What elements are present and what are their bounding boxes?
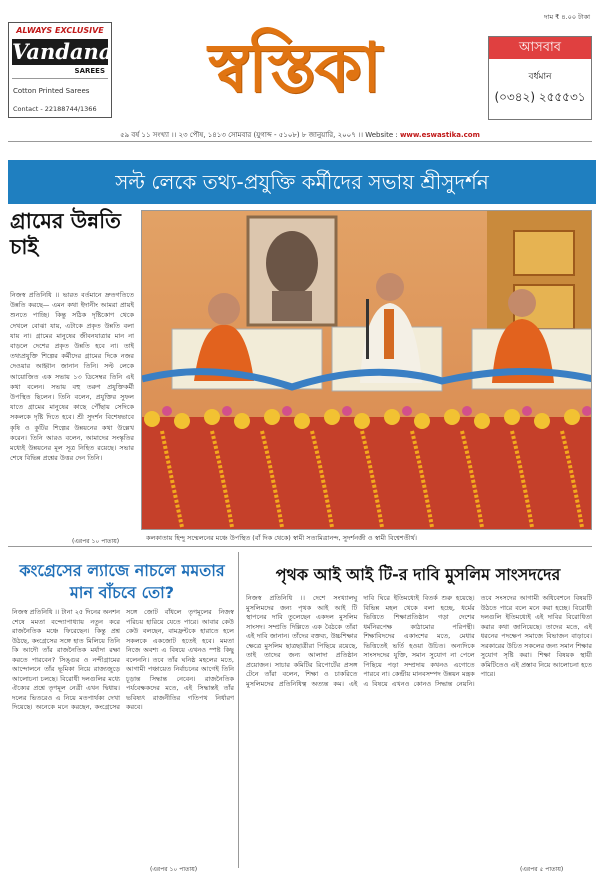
ad-divider — [12, 78, 108, 79]
side-story-continued: (এরপর ১০ পাতায়) — [72, 538, 120, 545]
ad-tagline: ALWAYS EXCLUSIVE — [16, 26, 104, 35]
edition-phone: (০৩৪২) ২৫৫৫৩১ — [494, 90, 586, 104]
stage-photo-illustration — [142, 211, 592, 530]
edition-box — [488, 36, 592, 120]
lead-photo — [141, 210, 592, 530]
dateline-text: ৫৯ বর্ষ ১১ সংখ্যা ।। ২৩ পৌষ, ১৪১৩ সোমবার (যুগাব্দ - ৫১০৮) ৮ জানুয়ারি, ২০০৭ ।। Website : — [120, 131, 398, 139]
vandana-advertisement[interactable] — [8, 22, 112, 118]
side-story-title[interactable]: গ্রামের উন্নতি চাই — [10, 208, 121, 259]
edition-city: বর্ধমান — [528, 72, 552, 82]
story-iit-body: নিজস্ব প্রতিনিধি ।। দেশে সংখ্যালঘু মুসলিমদের জন্য পৃথক আই আই টি স্থাপনের দাবি তুলেছেন একদল মুসলিম সাংসদ। সম্প্রতি দিল্লিতে এক বৈঠকে তাঁরা এই দাবি জানান। তাঁদের বক্তব্য, উচ্চশিক্ষার ক্ষেত্রে মুসলিম ছাত্রছাত্রীরা পিছিয়ে রয়েছে, তাই তাদের জন্য আলাদা প্রতিষ্ঠান প্রয়োজন। সাচার কমিটির রিপোর্টের প্রসঙ্গ টেনে তাঁরা বলেন, শিক্ষা ও চাকরিতে মুসলিমদের প্রতিনিধিত্ব অত্যন্ত কম। এই দাবি ঘিরে ইতিমধ্যেই বিতর্ক শুরু হয়েছে। বিভিন্ন মহল থেকে বলা হচ্ছে, ধর্মের ভিত্তিতে শিক্ষাপ্রতিষ্ঠান গড়া দেশের ধর্মনিরপেক্ষ কাঠামোর পরিপন্থী। শিক্ষাবিদদের একাংশের মতে, মেধার ভিত্তিতেই ভর্তি হওয়া উচিত। অন্যদিকে সাংসদদের যুক্তি, সমান সুযোগ না পেলে পিছিয়ে পড়া সম্প্রদায় কখনও এগোতে পারবে না। কেন্দ্রীয় মানবসম্পদ উন্নয়ন মন্ত্রক এ বিষয়ে এখনও কোনও সিদ্ধান্ত নেয়নি। তবে সংসদের আগামী অধিবেশনে বিষয়টি উঠতে পারে বলে মনে করা হচ্ছে। বিরোধী দলগুলি ইতিমধ্যেই এই দাবির বিরোধিতা করার কথা জানিয়েছে। তাদের মতে, এই ধরনের পদক্ষেপ সমাজে বিভাজন বাড়াবে। সরকারের উচিত সকলের জন্য সমান শিক্ষার সুযোগ সৃষ্টি করা। শিক্ষা বিষয়ক স্থায়ী কমিটিতেও এই প্রস্তাব নিয়ে আলোচনা হতে পারে। — [246, 594, 592, 688]
story-iit-title[interactable]: পৃথক আই আই টি-র দাবি মুসলিম সাংসদদের — [275, 565, 561, 584]
newspaper-nameplate: স্বস্তিকা — [208, 28, 380, 108]
ad-brand-subtitle: SAREES — [74, 67, 105, 75]
edition-stamp: আসবাব — [489, 37, 591, 59]
story-iit-continued: (এরপর ৫ পাতায়) — [520, 866, 564, 873]
ad-brand-logo: Vandana — [12, 39, 113, 64]
column-divider — [238, 552, 239, 868]
story-mamata-title[interactable]: কংগ্রেসের ল্যাজে নাচলে মমতার মান বাঁচবে তো? — [19, 561, 225, 602]
story-mamata-continued: (এরপর ১০ পাতায়) — [150, 866, 198, 873]
side-story-body: নিজস্ব প্রতিনিধি ।। ভারত বর্তমানে দ্রুতগতিতে উন্নতি করছে— এমন কথা ইদানীং আমরা প্রায়ই শুনতে পাচ্ছি। কিন্তু সঠিক দৃষ্টিকোণ থেকে দেখলে বোঝা যায়, এটাকে প্রকৃত উন্নতি বলা যায় না। গ্রামের মানুষের জীবনযাত্রার মান না বাড়লে দেশের প্রকৃত উন্নতি হবে না। তাই তথ্যপ্রযুক্তি শিল্পের কর্মীদের গ্রামের দিকে নজর দেওয়ার আহ্বান জানান তিনি। সল্ট লেকে আয়োজিত এক সভায় ১৩ ডিসেম্বর তিনি এই কথা বলেন। সভায় বহু তরুণ প্রযুক্তিকর্মী উপস্থিত ছিলেন। তিনি বলেন, প্রযুক্তির সুফল যাতে গ্রামের মানুষের কাছে পৌঁছায় সেদিকে সকলকে দৃষ্টি দিতে হবে। শ্রী সুদর্শন বিশেষভাবে কৃষি ও কুটির শিল্পের উন্নয়নের কথা উল্লেখ করেন। তিনি আরও বলেন, আমাদের সংস্কৃতির মধ্যেই উন্নয়নের মূল সূত্র নিহিত রয়েছে। সভার শেষে বিভিন্ন প্রশ্নের উত্তর দেন তিনি। — [10, 291, 134, 463]
website-link[interactable]: www.eswastika.com — [399, 131, 480, 139]
price-label: দাম ₹ ৪.০০ টাকা — [544, 13, 590, 21]
dateline — [8, 128, 592, 142]
section-divider — [8, 546, 592, 547]
ad-contact: Contact - 22188744/1366 — [13, 105, 97, 113]
lead-headline[interactable]: সল্ট লেকে তথ্য-প্রযুক্তি কর্মীদের সভায় শ্রীসুদর্শন — [8, 160, 596, 204]
ad-product-text: Cotton Printed Sarees — [13, 87, 90, 95]
story-mamata-body: নিজস্ব প্রতিনিধি ।। টানা ২৫ দিনের অনশন শেষে মমতা বন্দ্যোপাধ্যায় নতুন করে রাজনৈতিক মঞ্চে ফিরেছেন। কিন্তু প্রশ্ন উঠছে, কংগ্রেসের সঙ্গে হাত মিলিয়ে তিনি কি আদৌ তাঁর রাজনৈতিক মর্যাদা রক্ষা করতে পারবেন? সিঙ্গুর ও নন্দীগ্রামের আন্দোলনে তাঁর ভূমিকা নিয়ে রাজ্যজুড়ে আলোচনা চলছে। বিরোধী দলগুলির মধ্যে ঐক্যের প্রশ্নে তৃণমূল নেত্রী এখন দ্বিধায়। দলের ভিতরেও এ নিয়ে মতপার্থক্য দেখা দিয়েছে। অনেকে মনে করছেন, কংগ্রেসের সঙ্গে জোট বাঁধলে তৃণমূলের নিজস্ব পরিচয় হারিয়ে যেতে পারে। আবার কেউ কেউ বলছেন, বামফ্রন্টকে হারাতে হলে সকলকে একজোট হতেই হবে। মমতা নিজে অবশ্য এ বিষয়ে এখনও স্পষ্ট কিছু বলেননি। তবে তাঁর ঘনিষ্ঠ মহলের মতে, আগামী পঞ্চায়েত নির্বাচনের আগেই তিনি চূড়ান্ত সিদ্ধান্ত নেবেন। রাজনৈতিক পর্যবেক্ষকদের মতে, এই সিদ্ধান্তই তাঁর ভবিষ্যৎ রাজনীতির গতিপথ নির্ধারণ করবে। — [12, 608, 234, 711]
photo-caption: কলকাতায় হিন্দু সম্মেলনের মঞ্চে উপস্থিত (বাঁ দিক থেকে) স্বামী সত্যমিত্রানন্দ, সুদর্শনজী ও স্বামী বিশ্বেশতীর্থ। — [146, 534, 418, 542]
